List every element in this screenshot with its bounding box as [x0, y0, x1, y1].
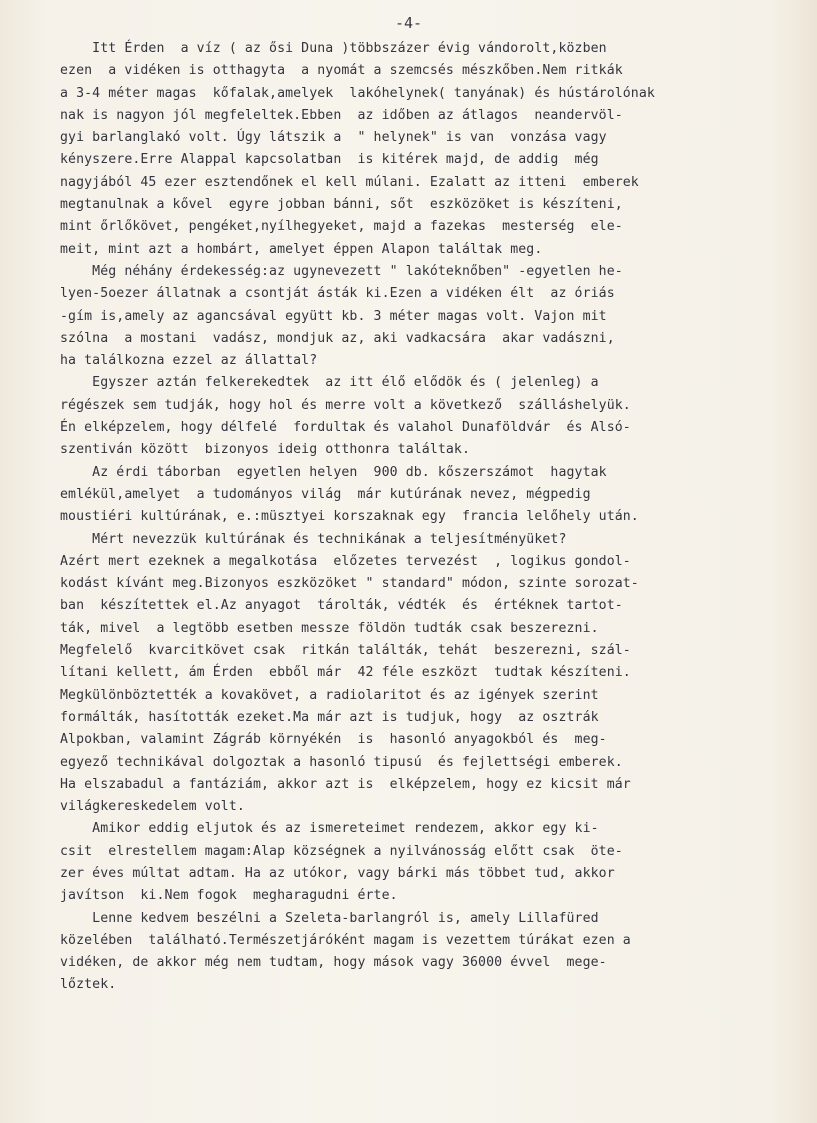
text-line: javítson ki.Nem fogok megharagudni érte. — [60, 888, 398, 904]
text-line: világkereskedelem volt. — [60, 799, 245, 815]
text-line: ták, mivel a legtöbb esetben messze földön tudták csak beszerezni. — [60, 620, 599, 636]
text-line: moustiéri kultúrának, e.:müsztyei korszaknak egy francia lelőhely után. — [60, 509, 639, 525]
text-line: Megfelelő kvarcitkövet csak ritkán találták, tehát beszerezni, szál- — [60, 643, 631, 659]
text-line: formálták, hasították ezeket.Ma már azt is tudjuk, hogy az osztrák — [60, 709, 599, 725]
text-line: lyen-5oezer állatnak a csontját ásták ki.Ezen a vidéken élt az óriás — [60, 286, 615, 302]
text-line: megtanulnak a kővel egyre jobban bánni, sőt eszközöket is készíteni, — [60, 197, 623, 213]
text-line: nagyjából 45 ezer esztendőnek el kell múlani. Ezalatt az itteni emberek — [60, 174, 639, 190]
text-line: ban készítettek el.Az anyagot tárolták, védték és értéknek tartot- — [60, 598, 623, 614]
text-line: ezen a vidéken is otthagyta a nyomát a szemcsés mészkőben.Nem ritkák — [60, 63, 623, 79]
text-line: csit elrestellem magam:Alap községnek a nyilvánosság előtt csak öte- — [60, 843, 623, 859]
text-line: zer éves múltat adtam. Ha az utókor, vagy bárki más többet tud, akkor — [60, 865, 615, 881]
text-line: emlékül,amelyet a tudományos világ már kutúrának nevez, mégpedig — [60, 486, 591, 502]
text-line: Az érdi táborban egyetlen helyen 900 db. kőszerszámot hagytak — [60, 464, 607, 480]
text-line: kényszere.Erre Alappal kapcsolatban is kitérek majd, de addig még — [60, 152, 599, 168]
text-line: Amikor eddig eljutok és az ismereteimet rendezem, akkor egy ki- — [60, 821, 599, 837]
text-line: lőztek. — [60, 977, 117, 993]
text-line: szólna a mostani vadász, mondjuk az, aki vadkacsára akar vadászni, — [60, 330, 615, 346]
text-line: Alpokban, valamint Zágráb környékén is hasonló anyagokból és meg- — [60, 732, 607, 748]
text-line: szentiván között bizonyos ideig otthonra találtak. — [60, 442, 471, 458]
text-line: Még néhány érdekesség:az ugynevezett " lakóteknőben" -egyetlen he- — [60, 263, 623, 279]
text-line: Egyszer aztán felkerekedtek az itt élő elődök és ( jelenleg) a — [60, 375, 599, 391]
text-line: Ha elszabadul a fantáziám, akkor azt is elképzelem, hogy ez kicsit már — [60, 776, 631, 792]
text-line: meit, mint azt a hombárt, amelyet éppen Alapon találtak meg. — [60, 241, 543, 257]
text-line: egyező technikával dolgoztak a hasonló tipusú és fejlettségi emberek. — [60, 754, 623, 770]
text-line: gyi barlanglakó volt. Úgy látszik a " helynek" is van vonzása vagy — [60, 130, 607, 146]
text-line: régészek sem tudják, hogy hol és merre volt a következő szálláshelyük. — [60, 397, 631, 413]
text-line: kodást kívánt meg.Bizonyos eszközöket " standard" módon, szinte sorozat- — [60, 576, 639, 592]
text-line: nak is nagyon jól megfeleltek.Ebben az időben az átlagos neandervöl- — [60, 107, 623, 123]
text-line: Megkülönböztették a kovakövet, a radiolaritot és az igények szerint — [60, 687, 599, 703]
body-text — [60, 38, 780, 997]
text-line: Én elképzelem, hogy délfelé fordultak és valahol Dunaföldvár és Alsó- — [60, 420, 631, 436]
text-line: Itt Érden a víz ( az ősi Duna )többszázer évig vándorolt,közben — [60, 41, 607, 56]
text-line: vidéken, de akkor még nem tudtam, hogy mások vagy 36000 évvel mege- — [60, 955, 607, 971]
text-line: mint őrlőkövet, pengéket,nyílhegyeket, majd a fazekas mesterség ele- — [60, 219, 623, 235]
page-number: -4- — [394, 14, 423, 32]
text-line: ha találkozna ezzel az állattal? — [60, 353, 318, 369]
text-line: Azért mert ezeknek a megalkotása előzetes tervezést , logikus gondol- — [60, 553, 631, 569]
text-line: Mért nevezzük kultúrának és technikának a teljesítményüket? — [60, 531, 567, 547]
text-line: a 3-4 méter magas kőfalak,amelyek lakóhelynek( tanyának) és hústárolónak — [60, 85, 655, 101]
text-line: közelében található.Természetjáróként magam is vezettem túrákat ezen a — [60, 932, 631, 948]
text-line: lítani kellett, ám Érden ebből már 42 féle eszközt tudtak készíteni. — [60, 665, 631, 681]
text-line: Lenne kedvem beszélni a Szeleta-barlangról is, amely Lillafüred — [60, 910, 599, 926]
text-line: -gím is,amely az agancsával együtt kb. 3 méter magas volt. Vajon mit — [60, 308, 607, 324]
